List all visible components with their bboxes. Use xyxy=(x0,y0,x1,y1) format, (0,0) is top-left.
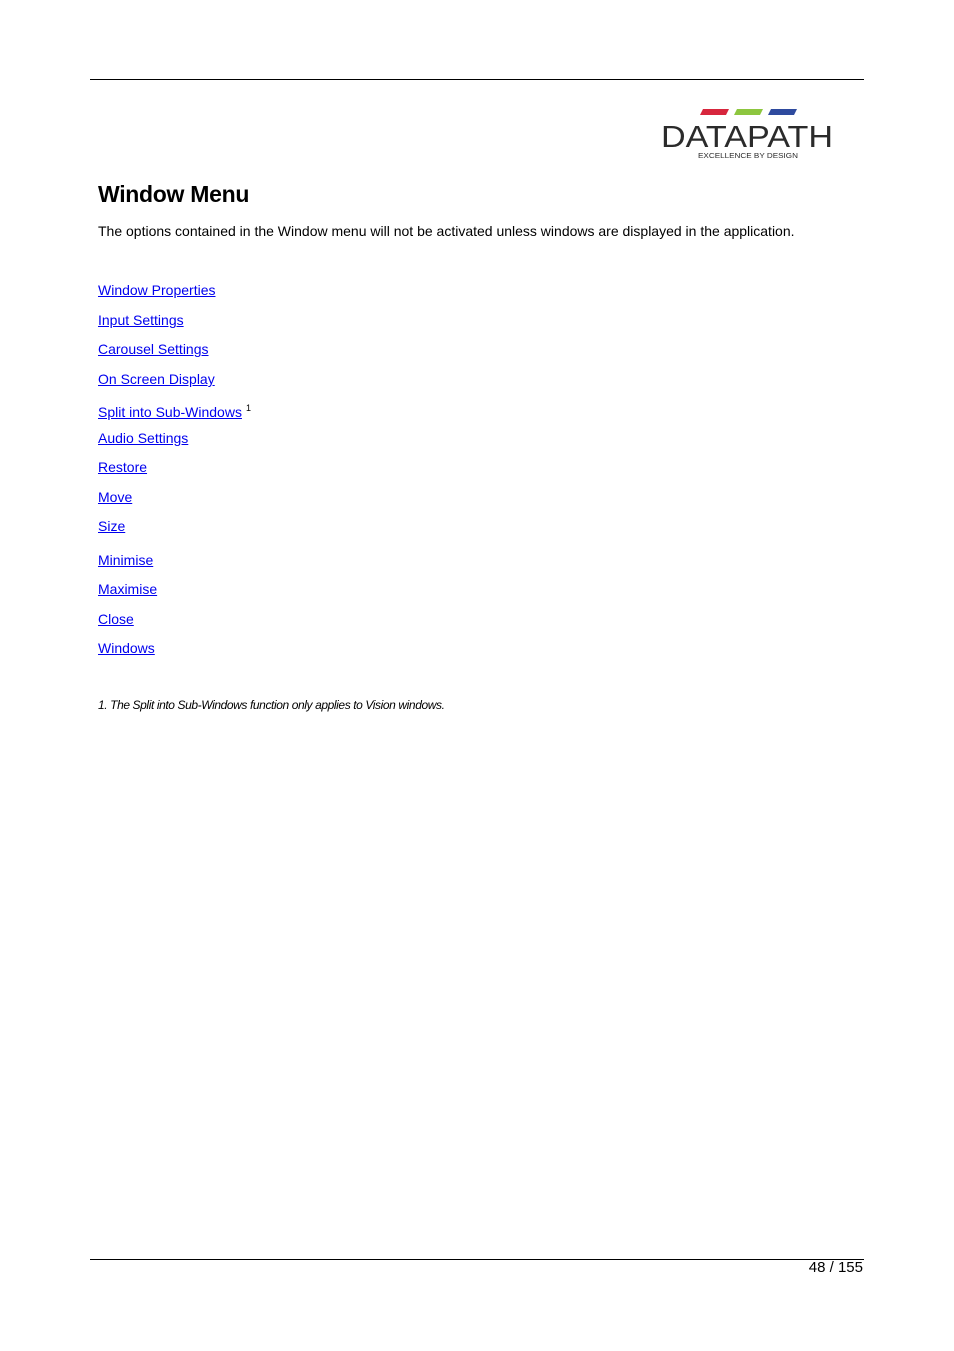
link-size[interactable]: Size xyxy=(98,518,126,534)
logo-tagline: EXCELLENCE BY DESIGN xyxy=(698,153,798,160)
link-list-item xyxy=(98,341,209,358)
link-list-item xyxy=(98,489,132,506)
link-move[interactable]: Move xyxy=(98,489,133,505)
link-carousel-settings[interactable]: Carousel Settings xyxy=(98,341,209,357)
datapath-logo xyxy=(660,105,840,161)
link-list-item xyxy=(98,459,147,476)
footnote: 1. The Split into Sub-Windows function only applies to Vision windows. xyxy=(98,698,445,712)
link-windows[interactable]: Windows xyxy=(98,640,155,656)
link-maximise[interactable]: Maximise xyxy=(98,581,158,597)
link-list-item xyxy=(98,371,215,388)
link-list-item xyxy=(98,282,216,299)
page-title: Window Menu xyxy=(98,181,250,207)
link-list-item xyxy=(98,611,134,628)
link-close[interactable]: Close xyxy=(98,611,134,627)
logo-stripe-red xyxy=(700,109,729,115)
link-restore[interactable]: Restore xyxy=(98,459,148,475)
link-input-settings[interactable]: Input Settings xyxy=(98,312,184,328)
logo-stripe-green xyxy=(734,109,763,115)
footnote-marker: 1 xyxy=(245,403,251,413)
link-split-into-sub-windows[interactable]: Split into Sub-Windows xyxy=(98,404,242,420)
page-number: 48 / 155 xyxy=(808,1259,863,1276)
link-audio-settings[interactable]: Audio Settings xyxy=(98,430,189,446)
header-rule xyxy=(90,79,864,80)
link-minimise[interactable]: Minimise xyxy=(98,552,154,568)
link-list-item xyxy=(98,400,251,421)
footer-rule xyxy=(90,1259,864,1260)
link-list-item xyxy=(98,552,153,569)
link-list-item xyxy=(98,640,155,657)
logo-wordmark: DATAPATH xyxy=(661,119,833,154)
link-list-item xyxy=(98,581,157,598)
intro-paragraph: The options contained in the Window menu will not be activated unless windows are displayed in the application. xyxy=(98,223,795,239)
link-on-screen-display[interactable]: On Screen Display xyxy=(98,371,215,387)
logo-graphic xyxy=(660,105,840,161)
link-window-properties[interactable]: Window Properties xyxy=(98,282,216,298)
link-list-item xyxy=(98,518,125,535)
logo-stripe-blue xyxy=(768,109,797,115)
link-list-item xyxy=(98,312,184,329)
link-list-item xyxy=(98,430,188,447)
